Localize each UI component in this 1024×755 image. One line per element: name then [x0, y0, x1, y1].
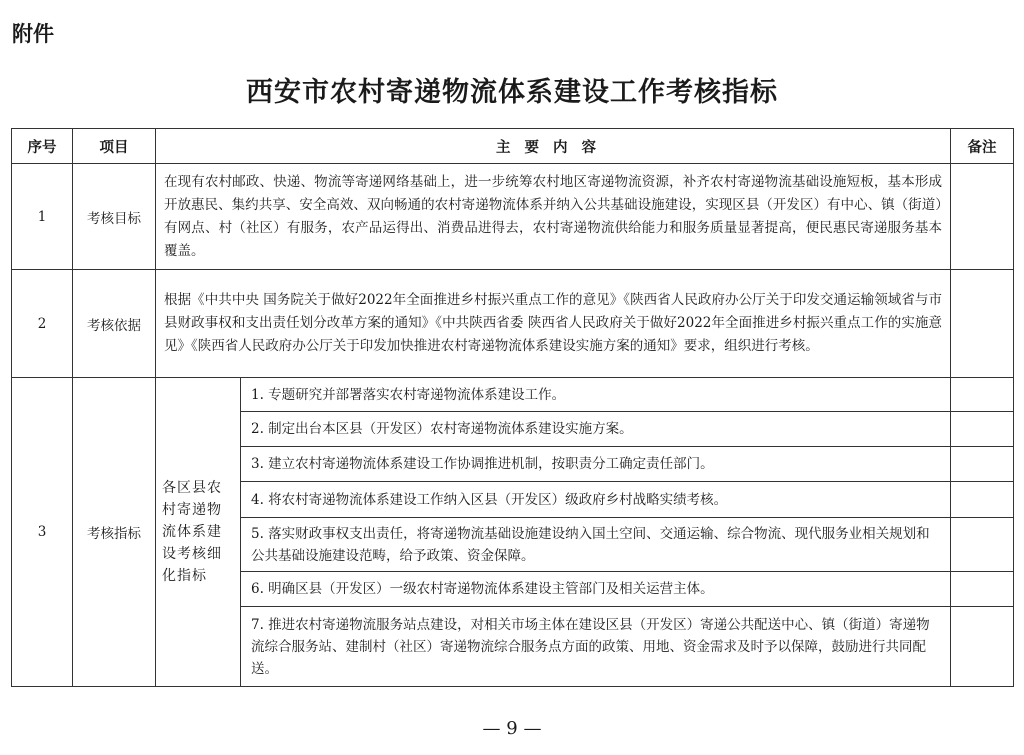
page-number: — 9 —	[482, 718, 542, 739]
row-content: 在现有农村邮政、快递、物流等寄递网络基础上，进一步统筹农村地区寄递物流资源，补齐农村寄递物流基础设施短板，基本形成开放惠民、集约共享、安全高效、双向畅通的农村寄递物流体系并纳入公共基础设施建设，实现区县（开发区）有中心、镇（街道）有网点、村（社区）有服务，农产品运得出、消费品进得去，农村寄递物流供给能力和服务质量显著提高，便民惠民寄递服务基本覆盖。	[156, 164, 951, 270]
row-remark	[951, 447, 1014, 482]
header-remark: 备注	[951, 129, 1014, 164]
attachment-label: 附件	[12, 22, 54, 46]
indicator-item: 4. 将农村寄递物流体系建设工作纳入区县（开发区）级政府乡村战略实绩考核。	[241, 482, 951, 518]
assessment-table	[11, 128, 1014, 687]
indicator-item: 2. 制定出台本区县（开发区）农村寄递物流体系建设实施方案。	[241, 412, 951, 447]
row-remark	[951, 270, 1014, 378]
row-remark	[951, 164, 1014, 270]
row-index: 1	[12, 164, 73, 270]
row-item: 考核依据	[73, 270, 156, 378]
document-title: 西安市农村寄递物流体系建设工作考核指标	[246, 77, 778, 108]
row-remark	[951, 518, 1014, 572]
header-index: 序号	[12, 129, 73, 164]
row-remark	[951, 412, 1014, 447]
row-remark	[951, 607, 1014, 687]
row-content: 根据《中共中央 国务院关于做好2022年全面推进乡村振兴重点工作的意见》《陕西省人民政府办公厅关于印发交通运输领域省与市县财政事权和支出责任划分改革方案的通知》《中共陕西省委 陕西省人民政府关于做好2022年全面推进乡村振兴重点工作的实施意见》《陕西省人民政府办公厅关于印发加快推进农村寄递物流体系建设实施方案的通知》要求，组织进行考核。	[156, 270, 951, 378]
row-item: 考核指标	[73, 378, 156, 687]
row-remark	[951, 378, 1014, 412]
row-index: 3	[12, 378, 73, 687]
header-item: 项目	[73, 129, 156, 164]
table-row	[12, 378, 1014, 412]
row-subcategory: 各区县农村寄递物流体系建设考核细化指标	[156, 378, 241, 687]
table-row	[12, 164, 1014, 270]
indicator-item: 5. 落实财政事权支出责任，将寄递物流基础设施建设纳入国土空间、交通运输、综合物流、现代服务业相关规划和公共基础设施建设范畴，给予政策、资金保障。	[241, 518, 951, 572]
row-remark	[951, 482, 1014, 518]
table-header-row	[12, 129, 1014, 164]
row-remark	[951, 572, 1014, 607]
indicator-item: 7. 推进农村寄递物流服务站点建设，对相关市场主体在建设区县（开发区）寄递公共配送中心、镇（街道）寄递物流综合服务站、建制村（社区）寄递物流综合服务点方面的政策、用地、资金需求及时予以保障，鼓励进行共同配送。	[241, 607, 951, 687]
indicator-item: 1. 专题研究并部署落实农村寄递物流体系建设工作。	[241, 378, 951, 412]
row-index: 2	[12, 270, 73, 378]
row-item: 考核目标	[73, 164, 156, 270]
table-row	[12, 270, 1014, 378]
header-content: 主要内容	[156, 129, 951, 164]
indicator-item: 6. 明确区县（开发区）一级农村寄递物流体系建设主管部门及相关运营主体。	[241, 572, 951, 607]
indicator-item: 3. 建立农村寄递物流体系建设工作协调推进机制，按职责分工确定责任部门。	[241, 447, 951, 482]
